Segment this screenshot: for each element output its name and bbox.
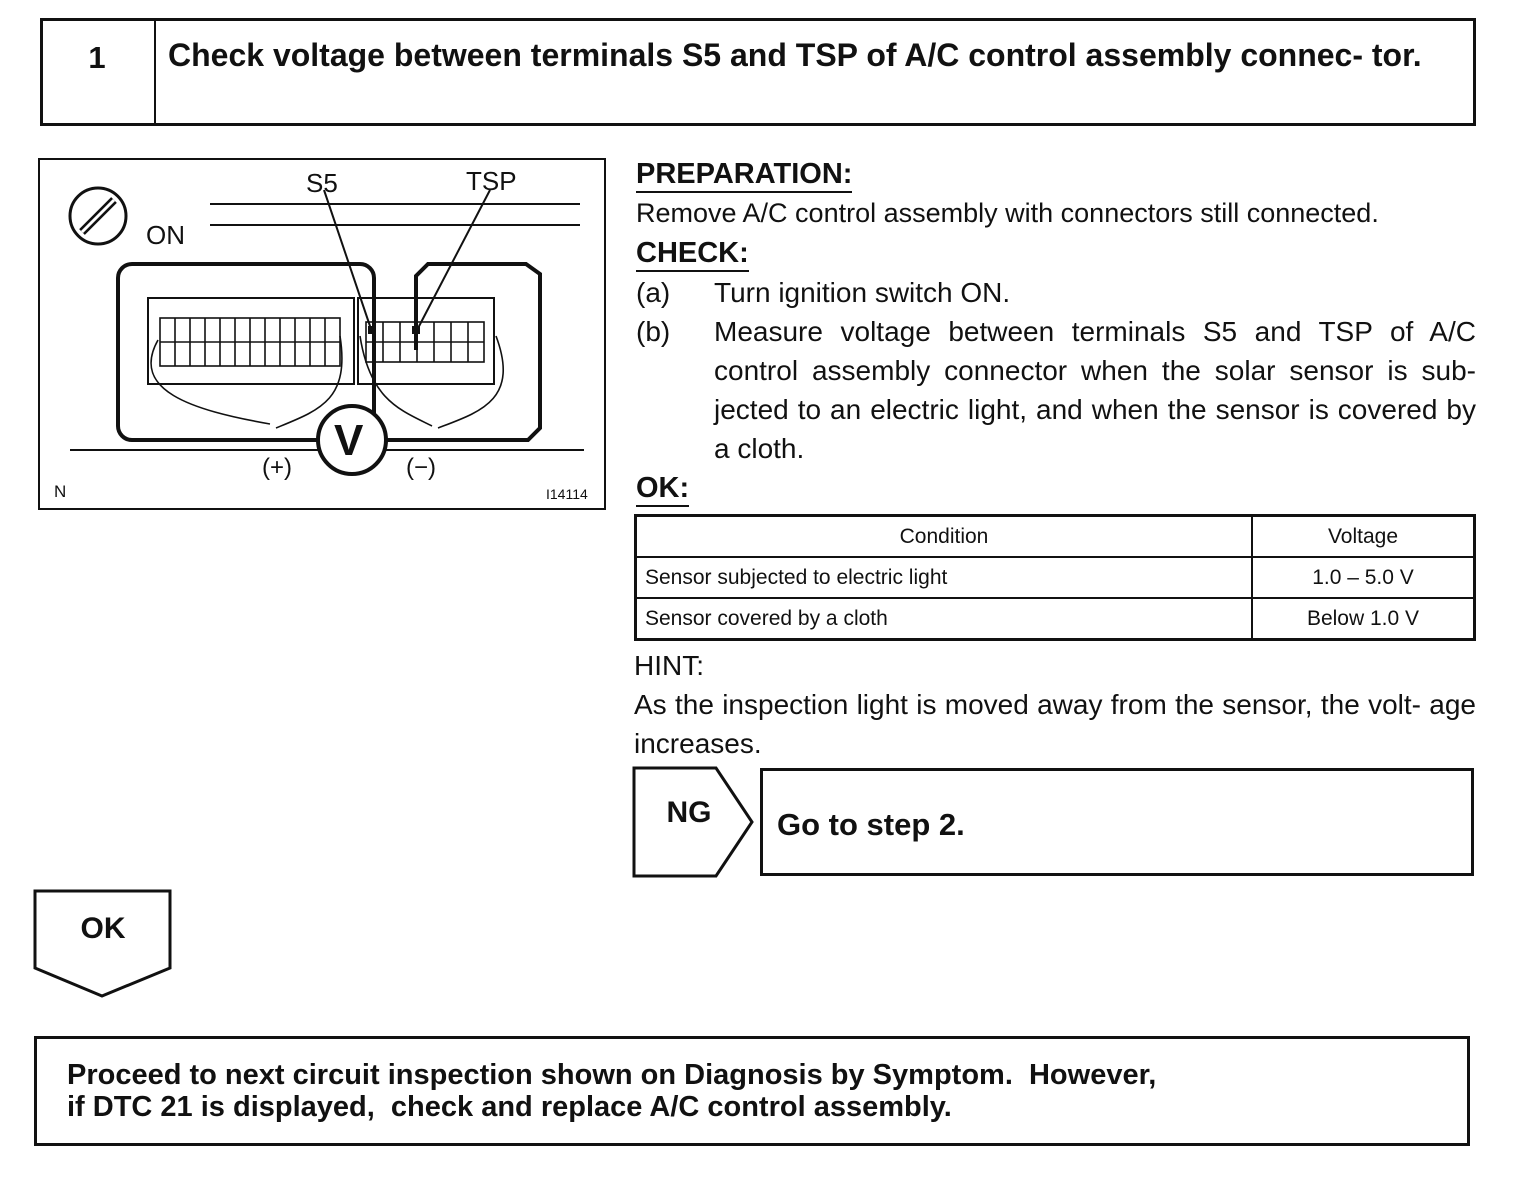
final-instruction-box — [34, 1036, 1470, 1146]
hint-heading: HINT: — [634, 650, 704, 681]
check-item-text: Measure voltage between terminals S5 and TSP of A/C control assembly connector when the solar sensor is sub- jected to an electric light, and when the sensor is covered by a cloth. — [714, 316, 1476, 464]
step-number: 1 — [40, 18, 156, 126]
label-tsp: TSP — [466, 166, 517, 196]
table-header-row — [636, 516, 1475, 558]
ok-heading: OK: — [636, 472, 689, 507]
check-heading: CHECK: — [636, 237, 749, 272]
condition-cell: Sensor subjected to electric light — [636, 557, 1253, 598]
step-title — [168, 38, 1458, 72]
voltage-cell: Below 1.0 V — [1252, 598, 1475, 640]
ok-label: OK — [80, 912, 126, 945]
preparation-text: Remove A/C control assembly with connectors still connected. — [636, 198, 1379, 228]
check-item-text: Turn ignition switch ON. — [714, 277, 1011, 308]
label-minus: (−) — [406, 454, 436, 481]
column-header-voltage: Voltage — [1252, 516, 1475, 558]
check-item-key: (a) — [636, 277, 671, 308]
check-item-key: (b) — [636, 316, 671, 347]
check-item — [636, 273, 1476, 312]
voltage-cell: 1.0 – 5.0 V — [1252, 557, 1475, 598]
ng-label: NG — [666, 796, 712, 829]
hint-section — [634, 646, 1476, 763]
label-plus: (+) — [262, 454, 292, 481]
terminal-grid-left — [160, 318, 340, 366]
check-item — [636, 312, 1476, 468]
table-row — [636, 557, 1475, 598]
column-header-condition: Condition — [636, 516, 1253, 558]
figure-id: I14114 — [546, 486, 588, 502]
connector-illustration — [38, 158, 606, 510]
label-on: ON — [146, 220, 185, 250]
ok-spec-table — [634, 514, 1476, 641]
connector-diagram — [40, 160, 608, 512]
condition-cell: Sensor covered by a cloth — [636, 598, 1253, 640]
final-line-2: if DTC 21 is displayed, check and replace A/C control assembly. — [67, 1091, 952, 1123]
step-title-text: Check voltage between terminals S5 and TSP of A/C control assembly connec- tor. — [168, 37, 1422, 73]
hint-text: As the inspection light is moved away from the sensor, the volt- age increases. — [634, 689, 1476, 759]
final-line-1: Proceed to next circuit inspection shown on Diagnosis by Symptom. However, — [67, 1059, 1157, 1091]
ng-result-text: Go to step 2. — [777, 807, 965, 842]
voltmeter-label: V — [334, 416, 364, 465]
table-row — [636, 598, 1475, 640]
procedure-text — [636, 154, 1476, 508]
preparation-heading: PREPARATION: — [636, 158, 852, 193]
label-s5: S5 — [306, 168, 338, 198]
terminal-grid-right — [366, 322, 484, 362]
ng-result-box — [760, 768, 1474, 876]
ignition-switch-icon — [70, 188, 126, 244]
label-corner: N — [54, 482, 67, 501]
